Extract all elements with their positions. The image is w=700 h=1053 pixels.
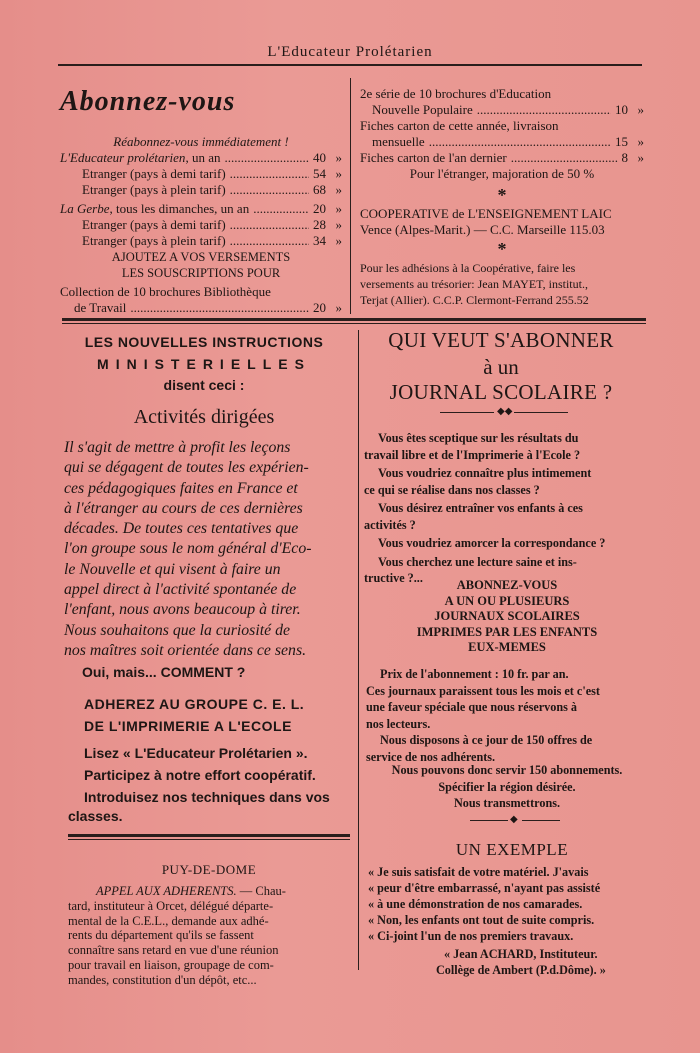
- price-value: 40: [313, 150, 326, 165]
- price-value: 68: [313, 182, 326, 197]
- price-text-line: une faveur spéciale que nous réservons à: [366, 700, 578, 714]
- collection-line1: Collection de 10 brochures Bibliothèque: [60, 284, 271, 299]
- price-label: [60, 201, 249, 217]
- example-quote: [368, 864, 668, 944]
- unit: »: [637, 150, 644, 165]
- journal-price: [366, 666, 656, 732]
- price-unit: »: [335, 217, 342, 232]
- star-separator: *: [497, 185, 507, 205]
- top-column-rule: [350, 78, 351, 314]
- puy-line: connaître sans retard en vue d'une réunion: [68, 943, 279, 958]
- collection-unit: »: [335, 300, 342, 315]
- quote-line: appel direct à l'activité spontanée de: [64, 581, 297, 599]
- puy-line: mental de la C.E.L., demande aux adhé-: [68, 913, 269, 928]
- main-column-rule: [358, 330, 359, 970]
- left-bottom-rule-thin: [68, 839, 350, 840]
- question-line: Vous voudriez amorcer la correspondance ?: [378, 536, 606, 550]
- adh-line2: versements au trésorier: Jean MAYET, institut.,: [360, 277, 588, 291]
- cta-line: IMPRIMES PAR LES ENFANTS: [416, 624, 598, 639]
- price-value: 28: [313, 217, 326, 232]
- price-label: Etranger (pays à demi tarif): [82, 166, 226, 181]
- price-label-italic: La Gerbe: [60, 201, 110, 216]
- puy-title: PUY-DE-DOME: [161, 862, 257, 877]
- price-unit: »: [335, 201, 342, 216]
- puy-body: [68, 884, 353, 988]
- serve-line: Nous pouvons donc servir 150 abonnements.: [391, 763, 623, 777]
- price-label: Etranger (pays à plein tarif): [82, 182, 226, 197]
- left-bottom-rule: [68, 834, 350, 837]
- fiches-last-label: Fiches carton de l'an dernier: [360, 150, 507, 165]
- adhere-line1: ADHEREZ AU GROUPE C. E. L.: [84, 696, 305, 712]
- cta-line: EUX-MEMES: [468, 640, 546, 654]
- price-value: 54: [313, 166, 326, 181]
- price-unit: »: [335, 182, 342, 197]
- question-line: tructive ?...: [364, 571, 423, 585]
- price-unit: »: [335, 150, 342, 165]
- instructions-quote: [64, 438, 350, 661]
- question-line: Vous voudriez connaître plus intimement: [378, 466, 592, 480]
- ornament-line-left: [440, 412, 494, 413]
- activities-subtitle: Activités dirigées: [133, 406, 275, 428]
- adh-line3: Terjat (Allier). C.C.P. Clermont-Ferrand 255.52: [360, 293, 589, 307]
- question-line: travail libre et de l'Imprimerie à l'Ecole ?: [364, 447, 581, 462]
- question-line: ce qui se réalise dans nos classes ?: [364, 482, 540, 497]
- foreign-surcharge: Pour l'étranger, majoration de 50 %: [409, 166, 595, 181]
- journal-offers: [366, 732, 656, 765]
- instructions-line2: MINISTERIELLES: [97, 356, 311, 372]
- serve-line: Spécifier la région désirée.: [438, 779, 576, 794]
- collection-line2: [60, 300, 342, 316]
- dot-leader: [511, 150, 618, 166]
- header-rule: [58, 64, 642, 66]
- ornament-line-right: [522, 820, 560, 821]
- dot-leader: [477, 102, 611, 118]
- price-label-italic: L'Educateur prolétarien: [60, 150, 186, 165]
- dot-leader: [253, 201, 309, 217]
- price-row: [60, 150, 342, 166]
- price-value: 20: [313, 201, 326, 216]
- quote-line: ces pédagogiques faites en France et: [64, 479, 298, 497]
- add-payments-1: AJOUTEZ A VOS VERSEMENTS: [111, 250, 291, 264]
- coop-line1: COOPERATIVE de L'ENSEIGNEMENT LAIC: [360, 206, 612, 221]
- price-text-line: nos lecteurs.: [366, 716, 431, 731]
- journal-title3: JOURNAL SCOLAIRE ?: [389, 380, 613, 404]
- collection-value: 20: [313, 300, 326, 315]
- ornament-diamond-icon: ◆◆: [497, 406, 513, 417]
- price-row: [60, 182, 342, 198]
- price-list: [60, 150, 342, 249]
- fiches-label: mensuelle: [372, 134, 425, 149]
- ornament-line-left: [470, 820, 508, 821]
- fiches-last-line: [360, 150, 644, 166]
- example-line: « peur d'être embarrassé, n'ayant pas assisté: [368, 881, 601, 895]
- price-value: 34: [313, 233, 326, 248]
- quote-line: à l'étranger au cours de ces dernières: [64, 499, 303, 517]
- price-label-rest: , un an: [185, 150, 221, 165]
- question-text: Oui, mais... COMMENT ?: [82, 664, 246, 680]
- fiches-line2: [360, 134, 644, 150]
- price-label: Etranger (pays à demi tarif): [82, 217, 226, 232]
- price-label-rest: , tous les dimanches, un an: [109, 201, 250, 216]
- dot-leader: [224, 150, 309, 166]
- question-line: Vous désirez entraîner vos enfants à ces: [378, 501, 583, 515]
- example-line: « Je suis satisfait de votre matériel. J'avais: [368, 865, 589, 879]
- journal-header: L'Educateur Prolétarien: [267, 44, 433, 60]
- coop-line2: Vence (Alpes-Marit.) — C.C. Marseille 115.03: [360, 222, 605, 237]
- puy-appeal: APPEL AUX ADHERENTS.: [96, 884, 237, 898]
- price-row: [60, 201, 342, 217]
- price-row: [60, 166, 342, 182]
- section-rule: [62, 318, 646, 321]
- quote-line: l'enfant, nous avons beaucoup à tirer.: [64, 601, 301, 619]
- serie-line1: 2e série de 10 brochures d'Education: [360, 86, 552, 101]
- ornament-diamond-icon: ◆: [510, 814, 518, 825]
- ornament-divider-small: [470, 814, 560, 825]
- exhort-line: Lisez « L'Educateur Prolétarien ».: [84, 745, 308, 761]
- adh-line1: Pour les adhésions à la Coopérative, faire les: [360, 261, 576, 275]
- dot-leader: [230, 182, 309, 198]
- resubscribe-text: Réabonnez-vous immédiatement !: [113, 134, 289, 149]
- serve-line: Nous transmettrons.: [453, 796, 561, 810]
- exhort-line: Participez à notre effort coopératif.: [84, 767, 316, 783]
- price-unit: »: [335, 233, 342, 248]
- fiches-value: 15: [615, 134, 628, 149]
- question-line: Vous cherchez une lecture saine et ins-: [378, 554, 577, 569]
- exhort-list: [84, 742, 330, 808]
- ornament-divider: [440, 406, 568, 417]
- example-line: « à une démonstration de nos camarades.: [368, 897, 583, 911]
- dot-leader: [429, 134, 611, 150]
- example-line: « Non, les enfants ont tout de suite compris.: [368, 913, 595, 927]
- exhort-line: Introduisez nos techniques dans vos: [84, 789, 330, 805]
- serie-label: Nouvelle Populaire: [372, 102, 473, 117]
- adhere-line2: DE L'IMPRIMERIE A L'ECOLE: [84, 718, 292, 734]
- price-text-line: Prix de l'abonnement : 10 fr. par an.: [380, 667, 569, 681]
- journal-title2: à un: [483, 355, 519, 379]
- cta-line: A UN OU PLUSIEURS: [444, 593, 570, 608]
- puy-line: mandes, constitution d'un dépôt, etc...: [68, 972, 257, 987]
- ornament-line-right: [514, 412, 568, 413]
- puy-line: tard, instituteur à Orcet, délégué départe-: [68, 898, 274, 913]
- dot-leader: [130, 300, 309, 316]
- unit: »: [637, 102, 644, 117]
- question-line: activités ?: [364, 517, 416, 532]
- cta-line: JOURNAUX SCOLAIRES: [434, 609, 580, 623]
- serie-line2: [360, 102, 644, 118]
- signature-line2: Collège de Ambert (P.d.Dôme). »: [436, 963, 606, 977]
- quote-line: l'on groupe sous le nom général d'Eco-: [64, 540, 312, 558]
- right-top-box: [360, 86, 644, 308]
- quote-line: le Nouvelle et qui visent à faire un: [64, 560, 281, 578]
- price-label: Etranger (pays à plein tarif): [82, 233, 226, 248]
- cta-line: ABONNEZ-VOUS: [456, 578, 558, 592]
- collection-label: de Travail: [74, 300, 127, 315]
- quote-line: Il s'agit de mettre à profit les leçons: [64, 439, 291, 456]
- price-row: [60, 217, 342, 233]
- price-label: [60, 150, 220, 166]
- dot-leader: [230, 217, 309, 233]
- dot-leader: [230, 166, 309, 182]
- instructions-line3: disent ceci :: [163, 377, 245, 393]
- add-payments-2: LES SOUSCRIPTIONS POUR: [121, 266, 281, 280]
- section-rule-thin: [62, 323, 646, 324]
- question-line: Vous êtes sceptique sur les résultats du: [378, 431, 579, 445]
- offers-line: Nous disposons à ce jour de 150 offres de: [380, 733, 593, 747]
- puy-line: rents du département qu'ils se fassent: [68, 928, 254, 943]
- example-line: « Ci-joint l'un de nos premiers travaux.: [368, 929, 574, 943]
- quote-line: qui se dégagent de toutes les expérien-: [64, 459, 309, 477]
- journal-title1: QUI VEUT S'ABONNER: [388, 328, 614, 352]
- subscribe-box: [60, 134, 342, 316]
- journal-cta: [362, 578, 652, 656]
- puy-lines: [68, 899, 353, 988]
- fiches-last-value: 8: [621, 150, 628, 165]
- puy-first-rest: — Chau-: [239, 884, 286, 898]
- instructions-line1: LES NOUVELLES INSTRUCTIONS: [84, 334, 324, 350]
- subscribe-heading: Abonnez-vous: [60, 86, 236, 117]
- price-unit: »: [335, 166, 342, 181]
- price-row: [60, 233, 342, 249]
- journal-serve: [362, 762, 652, 812]
- quote-line: Nous souhaitons que la curiosité de: [64, 621, 290, 639]
- serie-value: 10: [615, 102, 628, 117]
- offers-line: service de nos adhérents.: [366, 749, 496, 764]
- quote-line: décades. De toutes ces tentatives que: [64, 520, 299, 538]
- puy-first-line: [68, 884, 353, 899]
- signature-line1: « Jean ACHARD, Instituteur.: [444, 947, 598, 961]
- exhort-last: classes.: [68, 808, 123, 824]
- puy-line: pour travail en liaison, groupage de com-: [68, 957, 274, 972]
- price-text-line: Ces journaux paraissent tous les mois et c'est: [366, 683, 600, 698]
- journal-questions: [364, 430, 654, 589]
- example-title: UN EXEMPLE: [455, 840, 569, 859]
- quote-line: nos maîtres soit orientée dans ce sens.: [64, 641, 307, 659]
- star-separator: *: [497, 239, 507, 259]
- fiches-line1: Fiches carton de cette année, livraison: [360, 118, 559, 133]
- unit: »: [637, 134, 644, 149]
- dot-leader: [230, 233, 309, 249]
